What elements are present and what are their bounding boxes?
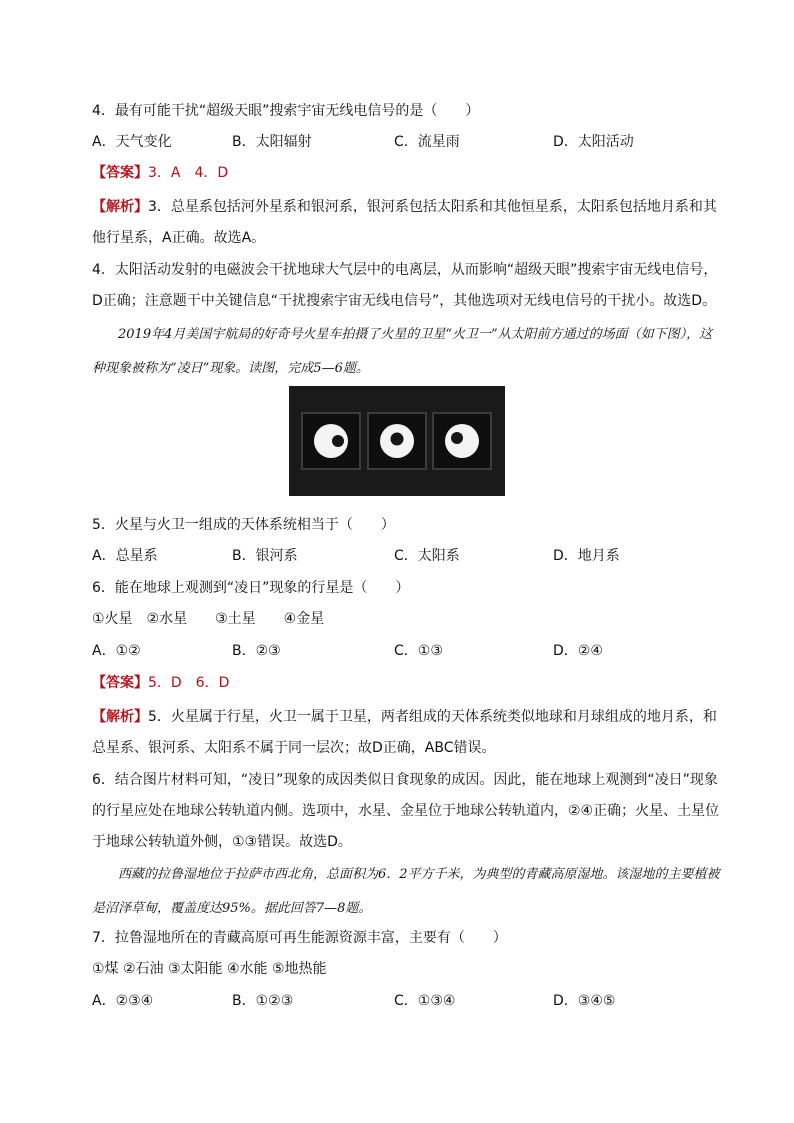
answer-text: 5．D 6．D [148, 675, 230, 691]
analysis-3 [92, 192, 722, 254]
q7-option-d: D．③④⑤ [553, 993, 616, 1009]
q6-option-d: D．②④ [553, 643, 603, 659]
q6-question: 6．能在地球上观测到“凌日”现象的行星是（ ） [92, 580, 410, 596]
q7-option-a: A．②③④ [92, 993, 154, 1009]
analysis-tag: 【解析】 [92, 199, 148, 215]
analysis-tag: 【解析】 [92, 709, 148, 725]
q4-option-b: B．太阳辐射 [232, 134, 312, 150]
answer-3-4 [92, 162, 228, 184]
q6-option-b: B．②③ [232, 643, 281, 659]
answer-5-6 [92, 672, 229, 694]
analysis-5-text: 5．火星属于行星，火卫一属于卫星，两者组成的天体系统类似地球和月球组成的地月系，和总星系、银河系、太阳系不属于同一层次；故D正确，ABC错误。 [92, 709, 717, 756]
q4-option-d: D．太阳活动 [553, 134, 634, 150]
answer-tag: 【答案】 [92, 675, 148, 691]
q6-items: ①火星 ②水星 ③土星 ④金星 [92, 611, 325, 627]
q7-option-b: B．①②③ [232, 993, 294, 1009]
q7-options [92, 990, 692, 1012]
answer-tag: 【答案】 [92, 165, 148, 181]
q6-options [92, 640, 692, 662]
q5-options [92, 545, 692, 567]
q5-option-d: D．地月系 [553, 548, 620, 564]
q7-items: ①煤 ②石油 ③太阳能 ④水能 ⑤地热能 [92, 961, 327, 977]
transit-frame-1 [301, 412, 361, 470]
q5-option-a: A．总星系 [92, 548, 158, 564]
q4-option-c: C．流星雨 [394, 134, 460, 150]
material-intro-7-8: 西藏的拉鲁湿地位于拉萨市西北角，总面积为6．2平方千米，为典型的青藏高原湿地。该湿地的主要植被是沼泽草甸，覆盖度达95%。据此回答7—8题。 [92, 867, 720, 916]
q4-option-a: A．天气变化 [92, 134, 172, 150]
q6-option-a: A．①② [92, 643, 141, 659]
q6-option-c: C．①③ [394, 643, 443, 659]
transit-frame-2 [367, 412, 427, 470]
q7-option-c: C．①③④ [394, 993, 456, 1009]
answer-text: 3．A 4．D [148, 165, 229, 181]
q4-question: 4．最有可能干扰“超级天眼”搜索宇宙无线电信号的是（ ） [92, 103, 480, 119]
material-intro-5-6: 2019年4月美国宇航局的好奇号火星车拍摄了火星的卫星“火卫一”从太阳前方通过的场面（如下图），这种现象被称为“凌日”现象。读图，完成5—6题。 [92, 327, 713, 376]
transit-photo [289, 386, 505, 496]
q5-option-c: C．太阳系 [394, 548, 460, 564]
q5-question: 5．火星与火卫一组成的天体系统相当于（ ） [92, 517, 395, 533]
q5-option-b: B．银河系 [232, 548, 298, 564]
analysis-3-text: 3．总星系包括河外星系和银河系，银河系包括太阳系和其他恒星系，太阳系包括地月系和其他行星系，A正确。故选A。 [92, 199, 717, 246]
analysis-6: 6．结合图片材料可知，“凌日”现象的成因类似日食现象的成因。因此，能在地球上观测到“凌日”现象的行星应处在地球公转轨道内侧。选项中，水星、金星位于地球公转轨道内，②④正确；火星、土星位于地球公转轨道外侧，①③错误。故选D。 [92, 772, 720, 850]
analysis-4: 4．太阳活动发射的电磁波会干扰地球大气层中的电离层，从而影响“超级天眼”搜索宇宙无线电信号，D正确；注意题干中关键信息“干扰搜索宇宙无线电信号”，其他选项对无线电信号的干扰小。故选D。 [92, 262, 718, 309]
q4-options [92, 131, 692, 153]
q7-question: 7．拉鲁湿地所在的青藏高原可再生能源资源丰富，主要有（ ） [92, 930, 507, 946]
transit-frame-3 [432, 412, 492, 470]
analysis-5 [92, 702, 722, 764]
